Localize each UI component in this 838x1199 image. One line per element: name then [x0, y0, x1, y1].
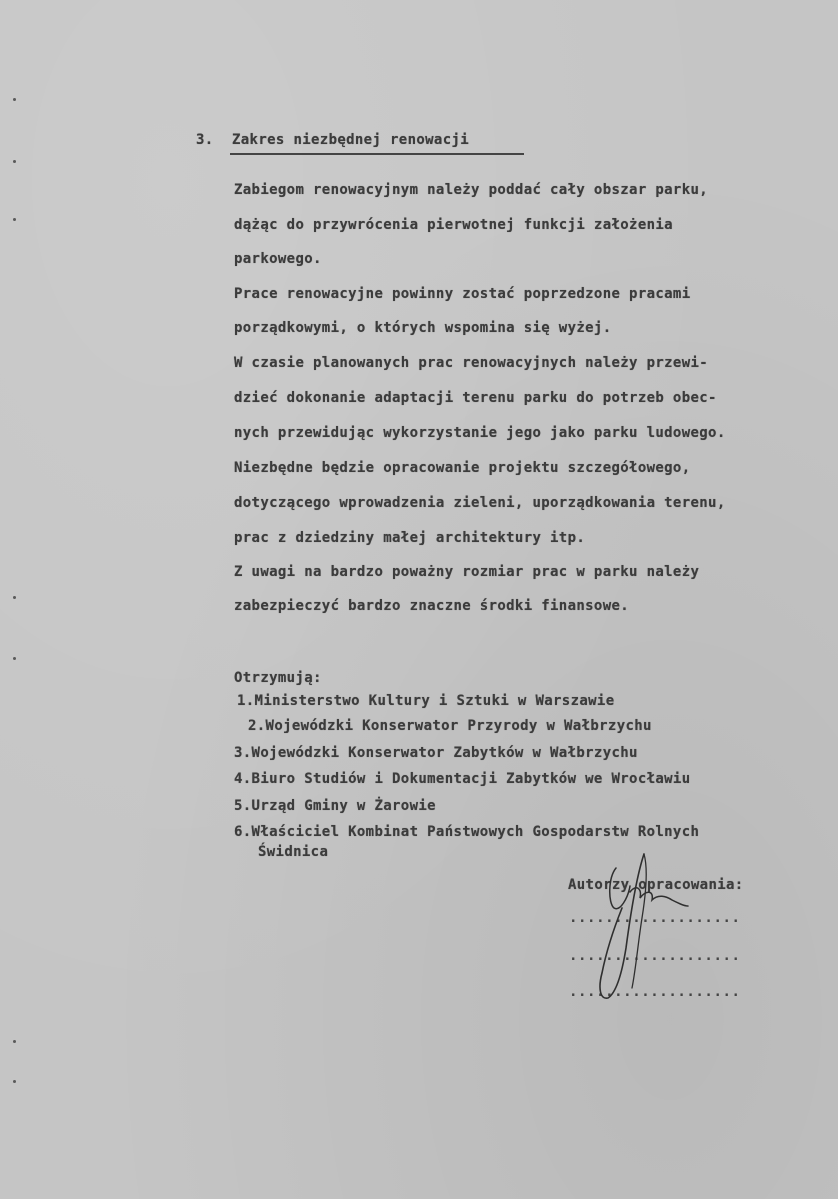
- margin-mark: [13, 1040, 16, 1043]
- margin-mark: [13, 218, 16, 221]
- recipient-item: 1.Ministerstwo Kultury i Sztuki w Warszawie: [237, 693, 615, 709]
- body-line: dotyczącego wprowadzenia zieleni, uporządkowania terenu,: [234, 495, 726, 511]
- body-line: dzieć dokonanie adaptacji terenu parku do potrzeb obec-: [234, 390, 717, 406]
- recipients-heading: Otrzymują:: [234, 670, 322, 686]
- body-line: prac z dziedziny małej architektury itp.: [234, 530, 586, 546]
- body-line: W czasie planowanych prac renowacyjnych należy przewi-: [234, 355, 709, 371]
- margin-mark: [13, 1080, 16, 1083]
- body-line: nych przewidując wykorzystanie jego jako parku ludowego.: [234, 425, 726, 441]
- body-line: zabezpieczyć bardzo znaczne środki finansowe.: [234, 598, 630, 614]
- body-line: Niezbędne będzie opracowanie projektu szczegółowego,: [234, 460, 691, 476]
- signature-line: ...................: [569, 910, 741, 926]
- handwritten-signature: [586, 848, 696, 1008]
- recipient-item: 4.Biuro Studiów i Dokumentacji Zabytków we Wrocławiu: [234, 771, 691, 787]
- recipient-item: 3.Wojewódzki Konserwator Zabytków w Wałbrzychu: [234, 745, 638, 761]
- section-title: Zakres niezbędnej renowacji: [232, 132, 470, 148]
- recipient-item: 6.Właściciel Kombinat Państwowych Gospodarstw Rolnych: [234, 824, 700, 840]
- section-number: 3.: [196, 132, 214, 148]
- section-title-underline: [230, 153, 524, 155]
- body-line: Prace renowacyjne powinny zostać poprzedzone pracami: [234, 286, 691, 302]
- recipient-item: Świdnica: [258, 844, 329, 860]
- signature-line: ...................: [569, 984, 741, 1000]
- margin-mark: [13, 657, 16, 660]
- authors-label: Autorzy opracowania:: [568, 877, 744, 893]
- margin-mark: [13, 98, 16, 101]
- signature-line: ...................: [569, 948, 741, 964]
- recipient-item: 5.Urząd Gminy w Żarowie: [234, 798, 436, 814]
- recipient-item: 2.Wojewódzki Konserwator Przyrody w Wałbrzychu: [248, 718, 652, 734]
- body-line: porządkowymi, o których wspomina się wyżej.: [234, 320, 612, 336]
- body-line: Z uwagi na bardzo poważny rozmiar prac w parku należy: [234, 564, 700, 580]
- margin-mark: [13, 160, 16, 163]
- body-line: parkowego.: [234, 251, 322, 267]
- margin-mark: [13, 596, 16, 599]
- body-line: Zabiegom renowacyjnym należy poddać cały obszar parku,: [234, 182, 709, 198]
- body-line: dążąc do przywrócenia pierwotnej funkcji założenia: [234, 217, 673, 233]
